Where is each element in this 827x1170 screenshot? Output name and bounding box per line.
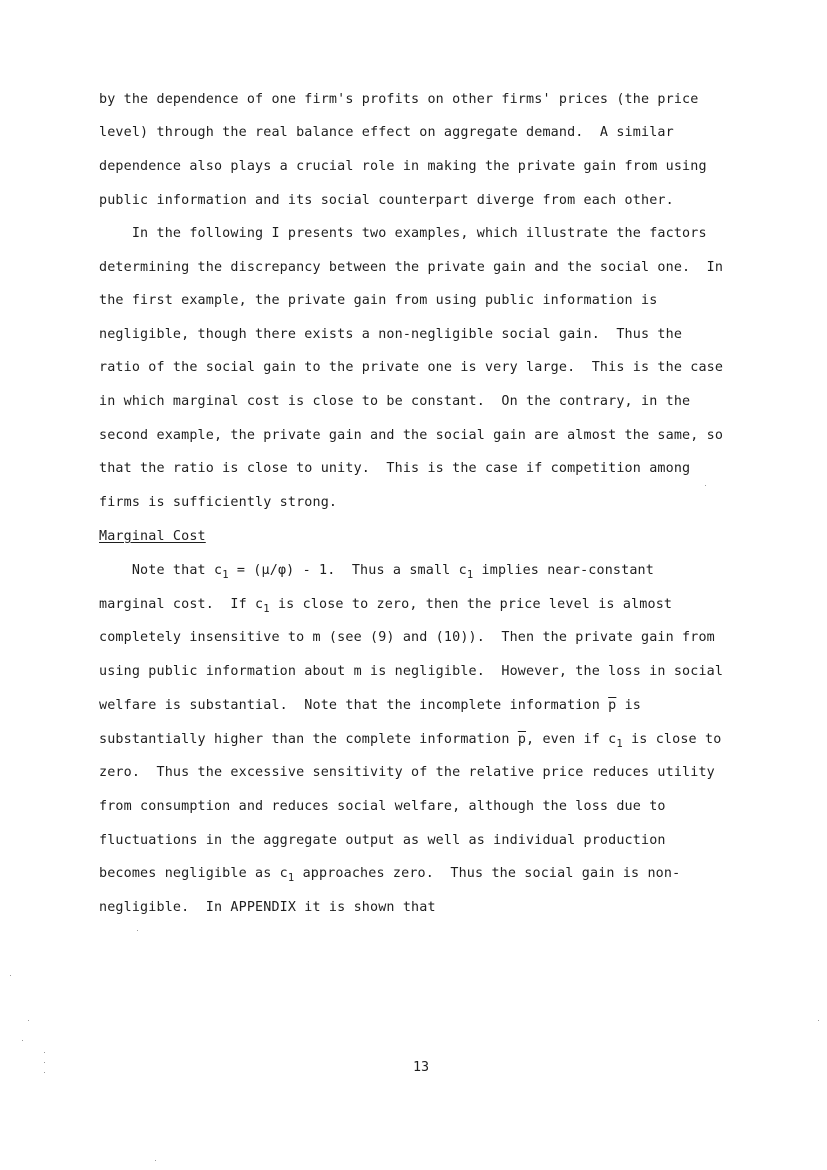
- text-line: by the dependence of one firm's profits on other firms' prices (the price: [99, 92, 699, 107]
- scan-speck: [818, 1020, 819, 1021]
- text-line: dependence also plays a crucial role in making the private gain from using: [99, 159, 707, 174]
- scan-speck: [10, 975, 11, 976]
- text-line: from consumption and reduces social welfare, although the loss due to: [99, 799, 666, 814]
- text-line: welfare is substantial. Note that the incomplete information $\overline{p}$ is: [99, 698, 641, 713]
- scan-speck: [44, 1072, 45, 1073]
- text-line: In the following I presents two examples, which illustrate the factors: [99, 226, 707, 241]
- text-line: that the ratio is close to unity. This is the case if competition among: [99, 461, 691, 476]
- scan-speck: [44, 1052, 45, 1053]
- text-line: becomes negligible as $c_1$ approaches zero. Thus the social gain is non-: [99, 866, 681, 884]
- text-line: in which marginal cost is close to be constant. On the contrary, in the: [99, 394, 691, 409]
- text-line: determining the discrepancy between the private gain and the social one. In: [99, 260, 724, 275]
- scan-speck: [705, 485, 706, 486]
- text-line: public information and its social counterpart diverge from each other.: [99, 193, 674, 208]
- text-line: second example, the private gain and the social gain are almost the same, so: [99, 428, 724, 443]
- text-line: fluctuations in the aggregate output as well as individual production: [99, 833, 666, 848]
- scan-speck: [22, 1040, 23, 1041]
- scan-speck: [137, 930, 138, 931]
- text-line: negligible. In APPENDIX it is shown that: [99, 900, 436, 915]
- section-heading: Marginal Cost: [99, 529, 206, 544]
- text-line: Note that $c_1 = (\mu/\varphi) - 1$. Thus a small $c_1$ implies near-constant: [99, 563, 654, 581]
- text-line: completely insensitive to m (see (9) and (10)). Then the private gain from: [99, 630, 715, 645]
- text-line: the first example, the private gain from using public information is: [99, 293, 658, 308]
- page-number: 13: [413, 1060, 430, 1075]
- text-line: marginal cost. If $c_1$ is close to zero, then the price level is almost: [99, 597, 673, 615]
- text-line: zero. Thus the excessive sensitivity of the relative price reduces utility: [99, 765, 715, 780]
- text-line: level) through the real balance effect on aggregate demand. A similar: [99, 125, 674, 140]
- scan-speck: [155, 1160, 156, 1161]
- text-line: firms is sufficiently strong.: [99, 495, 338, 510]
- scan-speck: [44, 1062, 45, 1063]
- text-line: substantially higher than the complete information $\overline{p}$, even if $c_1$ is close to: [99, 732, 722, 750]
- text-line: negligible, though there exists a non-negligible social gain. Thus the: [99, 327, 683, 342]
- text-line: using public information about m is negligible. However, the loss in social: [99, 664, 724, 679]
- text-line: ratio of the social gain to the private one is very large. This is the case: [99, 360, 724, 375]
- scan-speck: [28, 1020, 29, 1021]
